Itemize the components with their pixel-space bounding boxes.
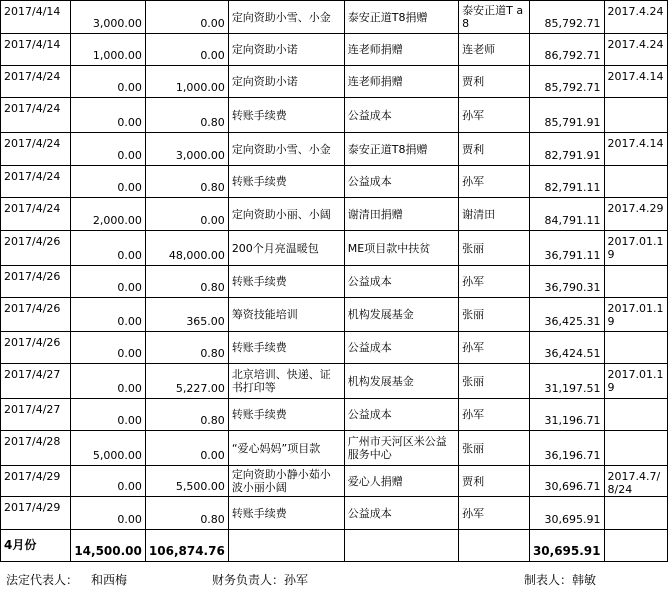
cell-expense: 0.80 [145,98,228,133]
cell-date: 2017/4/26 [1,231,71,266]
total-label: 4月份 [1,530,71,562]
cell-income: 0.00 [71,497,146,530]
cell-note: 2017.4.24 [604,1,667,34]
cell-expense: 0.80 [145,399,228,431]
table-row [1,364,668,399]
cell-balance: 82,791.91 [529,133,604,166]
cell-purpose: 转账手续费 [228,399,344,431]
total-income: 14,500.00 [71,530,146,562]
cell-source: 机构发展基金 [344,364,458,399]
cell-date: 2017/4/24 [1,98,71,133]
cell-date: 2017/4/29 [1,466,71,497]
cell-date: 2017/4/28 [1,431,71,466]
cell-date: 2017/4/26 [1,298,71,332]
cell-balance: 36,790.31 [529,266,604,298]
cell-handler: 贾利 [459,466,530,497]
table-row [1,466,668,497]
cell-balance: 36,424.51 [529,332,604,364]
table-row [1,266,668,298]
cell-source: ME项目款中扶贫 [344,231,458,266]
table-row [1,198,668,231]
cell-balance: 31,197.51 [529,364,604,399]
cell-date: 2017/4/24 [1,166,71,198]
ledger-body [1,1,668,562]
cell-handler: 贾利 [459,133,530,166]
cell-purpose: 转账手续费 [228,497,344,530]
cell-expense: 0.00 [145,34,228,66]
cell-note: 2017.4.7/8/24 [604,466,667,497]
cell-expense: 48,000.00 [145,231,228,266]
cell-source: 泰安正道T8捐赠 [344,1,458,34]
cell-note: 2017.01.19 [604,298,667,332]
cell-purpose: 定向资助小静小茹小波小丽小阔 [228,466,344,497]
cell-purpose: 定向资助小雪、小金 [228,133,344,166]
table-row [1,1,668,34]
cell-source: 连老师捐赠 [344,34,458,66]
cell-expense: 5,227.00 [145,364,228,399]
cell-expense: 3,000.00 [145,133,228,166]
table-row [1,34,668,66]
cell-income: 0.00 [71,231,146,266]
table-row [1,332,668,364]
cell-income: 0.00 [71,166,146,198]
cell-purpose: 转账手续费 [228,98,344,133]
cell-balance: 36,425.31 [529,298,604,332]
cell-balance: 30,695.91 [529,497,604,530]
cell-date: 2017/4/29 [1,497,71,530]
cell-purpose: 北京培训、快递、证书打印等 [228,364,344,399]
cell-income: 0.00 [71,266,146,298]
cell-date: 2017/4/24 [1,66,71,98]
cell-purpose: 定向资助小诺 [228,34,344,66]
cell-handler: 孙军 [459,332,530,364]
cell-date: 2017/4/27 [1,399,71,431]
cell-note: 2017.4.14 [604,133,667,166]
cell-income: 0.00 [71,298,146,332]
cell-expense: 365.00 [145,298,228,332]
cell-handler: 贾利 [459,66,530,98]
cell-note [604,332,667,364]
table-row [1,98,668,133]
cell-handler: 孙军 [459,266,530,298]
cell-note [604,266,667,298]
cell-handler: 孙军 [459,98,530,133]
cell-purpose: “爱心妈妈”项目款 [228,431,344,466]
table-row [1,133,668,166]
cell-date: 2017/4/26 [1,332,71,364]
table-row [1,166,668,198]
cell-purpose: 定向资助小诺 [228,66,344,98]
cell-expense: 0.00 [145,1,228,34]
cell-handler: 张丽 [459,364,530,399]
cell-note: 2017.01.19 [604,364,667,399]
cell-purpose: 定向资助小雪、小金 [228,1,344,34]
finance-head-label: 财务负责人：孙军 [212,573,309,587]
cell-purpose: 200个月亮温暖包 [228,231,344,266]
cell-note [604,98,667,133]
cell-date: 2017/4/24 [1,198,71,231]
cell-handler: 张丽 [459,431,530,466]
cell-source: 机构发展基金 [344,298,458,332]
cell-source: 公益成本 [344,332,458,364]
cell-balance: 30,696.71 [529,466,604,497]
cell-expense: 0.00 [145,431,228,466]
cell-date: 2017/4/14 [1,1,71,34]
cell-expense: 0.80 [145,266,228,298]
cell-income: 1,000.00 [71,34,146,66]
cell-income: 0.00 [71,466,146,497]
cell-note: 2017.4.14 [604,66,667,98]
cell-income: 0.00 [71,98,146,133]
cell-note: 2017.4.29 [604,198,667,231]
cell-expense: 0.80 [145,166,228,198]
cell-purpose: 转账手续费 [228,166,344,198]
cell-note [604,166,667,198]
cell-income: 0.00 [71,332,146,364]
cell-date: 2017/4/24 [1,133,71,166]
cell-source: 公益成本 [344,399,458,431]
cell-balance: 85,792.71 [529,66,604,98]
cell-balance: 82,791.11 [529,166,604,198]
cell-expense: 5,500.00 [145,466,228,497]
cell-date: 2017/4/14 [1,34,71,66]
cell-handler: 泰安正道T a8 [459,1,530,34]
cell-income: 0.00 [71,133,146,166]
cell-purpose: 转账手续费 [228,332,344,364]
cell-balance: 86,792.71 [529,34,604,66]
cell-balance: 36,196.71 [529,431,604,466]
cell-balance: 85,792.71 [529,1,604,34]
cell-note [604,431,667,466]
cell-handler: 连老师 [459,34,530,66]
cell-income: 0.00 [71,399,146,431]
table-row [1,66,668,98]
cell-source: 公益成本 [344,166,458,198]
total-expense: 106,874.76 [145,530,228,562]
cell-expense: 0.00 [145,198,228,231]
table-row [1,399,668,431]
total-balance: 30,695.91 [529,530,604,562]
legal-rep-label: 法定代表人： [6,573,79,587]
cell-income: 0.00 [71,66,146,98]
cell-balance: 84,791.11 [529,198,604,231]
signature-footer [0,565,668,593]
cell-purpose: 定向资助小丽、小阔 [228,198,344,231]
total-empty [604,530,667,562]
cell-note: 2017.01.19 [604,231,667,266]
cell-handler: 张丽 [459,298,530,332]
cell-purpose: 转账手续费 [228,266,344,298]
cell-expense: 1,000.00 [145,66,228,98]
cell-purpose: 筹资技能培训 [228,298,344,332]
cell-date: 2017/4/26 [1,266,71,298]
cell-source: 谢清田捐赠 [344,198,458,231]
cell-income: 5,000.00 [71,431,146,466]
cell-source: 公益成本 [344,497,458,530]
total-empty [344,530,458,562]
cell-source: 连老师捐赠 [344,66,458,98]
legal-rep-name: 和西梅 [91,573,128,587]
cell-note [604,497,667,530]
cell-source: 爱心人捐赠 [344,466,458,497]
total-empty [228,530,344,562]
cell-balance: 36,791.11 [529,231,604,266]
cell-source: 泰安正道T8捐赠 [344,133,458,166]
cell-handler: 孙军 [459,166,530,198]
cell-balance: 85,791.91 [529,98,604,133]
cell-source: 公益成本 [344,98,458,133]
cell-handler: 张丽 [459,231,530,266]
cell-note: 2017.4.24 [604,34,667,66]
preparer-label: 制表人：韩敏 [524,573,597,587]
total-empty [459,530,530,562]
total-row [1,530,668,562]
cell-income: 2,000.00 [71,198,146,231]
table-row [1,298,668,332]
table-row [1,231,668,266]
cell-handler: 孙军 [459,497,530,530]
cell-income: 0.00 [71,364,146,399]
table-row [1,497,668,530]
cell-handler: 谢清田 [459,198,530,231]
cell-expense: 0.80 [145,332,228,364]
cell-balance: 31,196.71 [529,399,604,431]
cell-income: 3,000.00 [71,1,146,34]
table-row [1,431,668,466]
cell-source: 广州市天河区米公益服务中心 [344,431,458,466]
cell-date: 2017/4/27 [1,364,71,399]
cell-expense: 0.80 [145,497,228,530]
cell-note [604,399,667,431]
cell-source: 公益成本 [344,266,458,298]
cell-handler: 孙军 [459,399,530,431]
